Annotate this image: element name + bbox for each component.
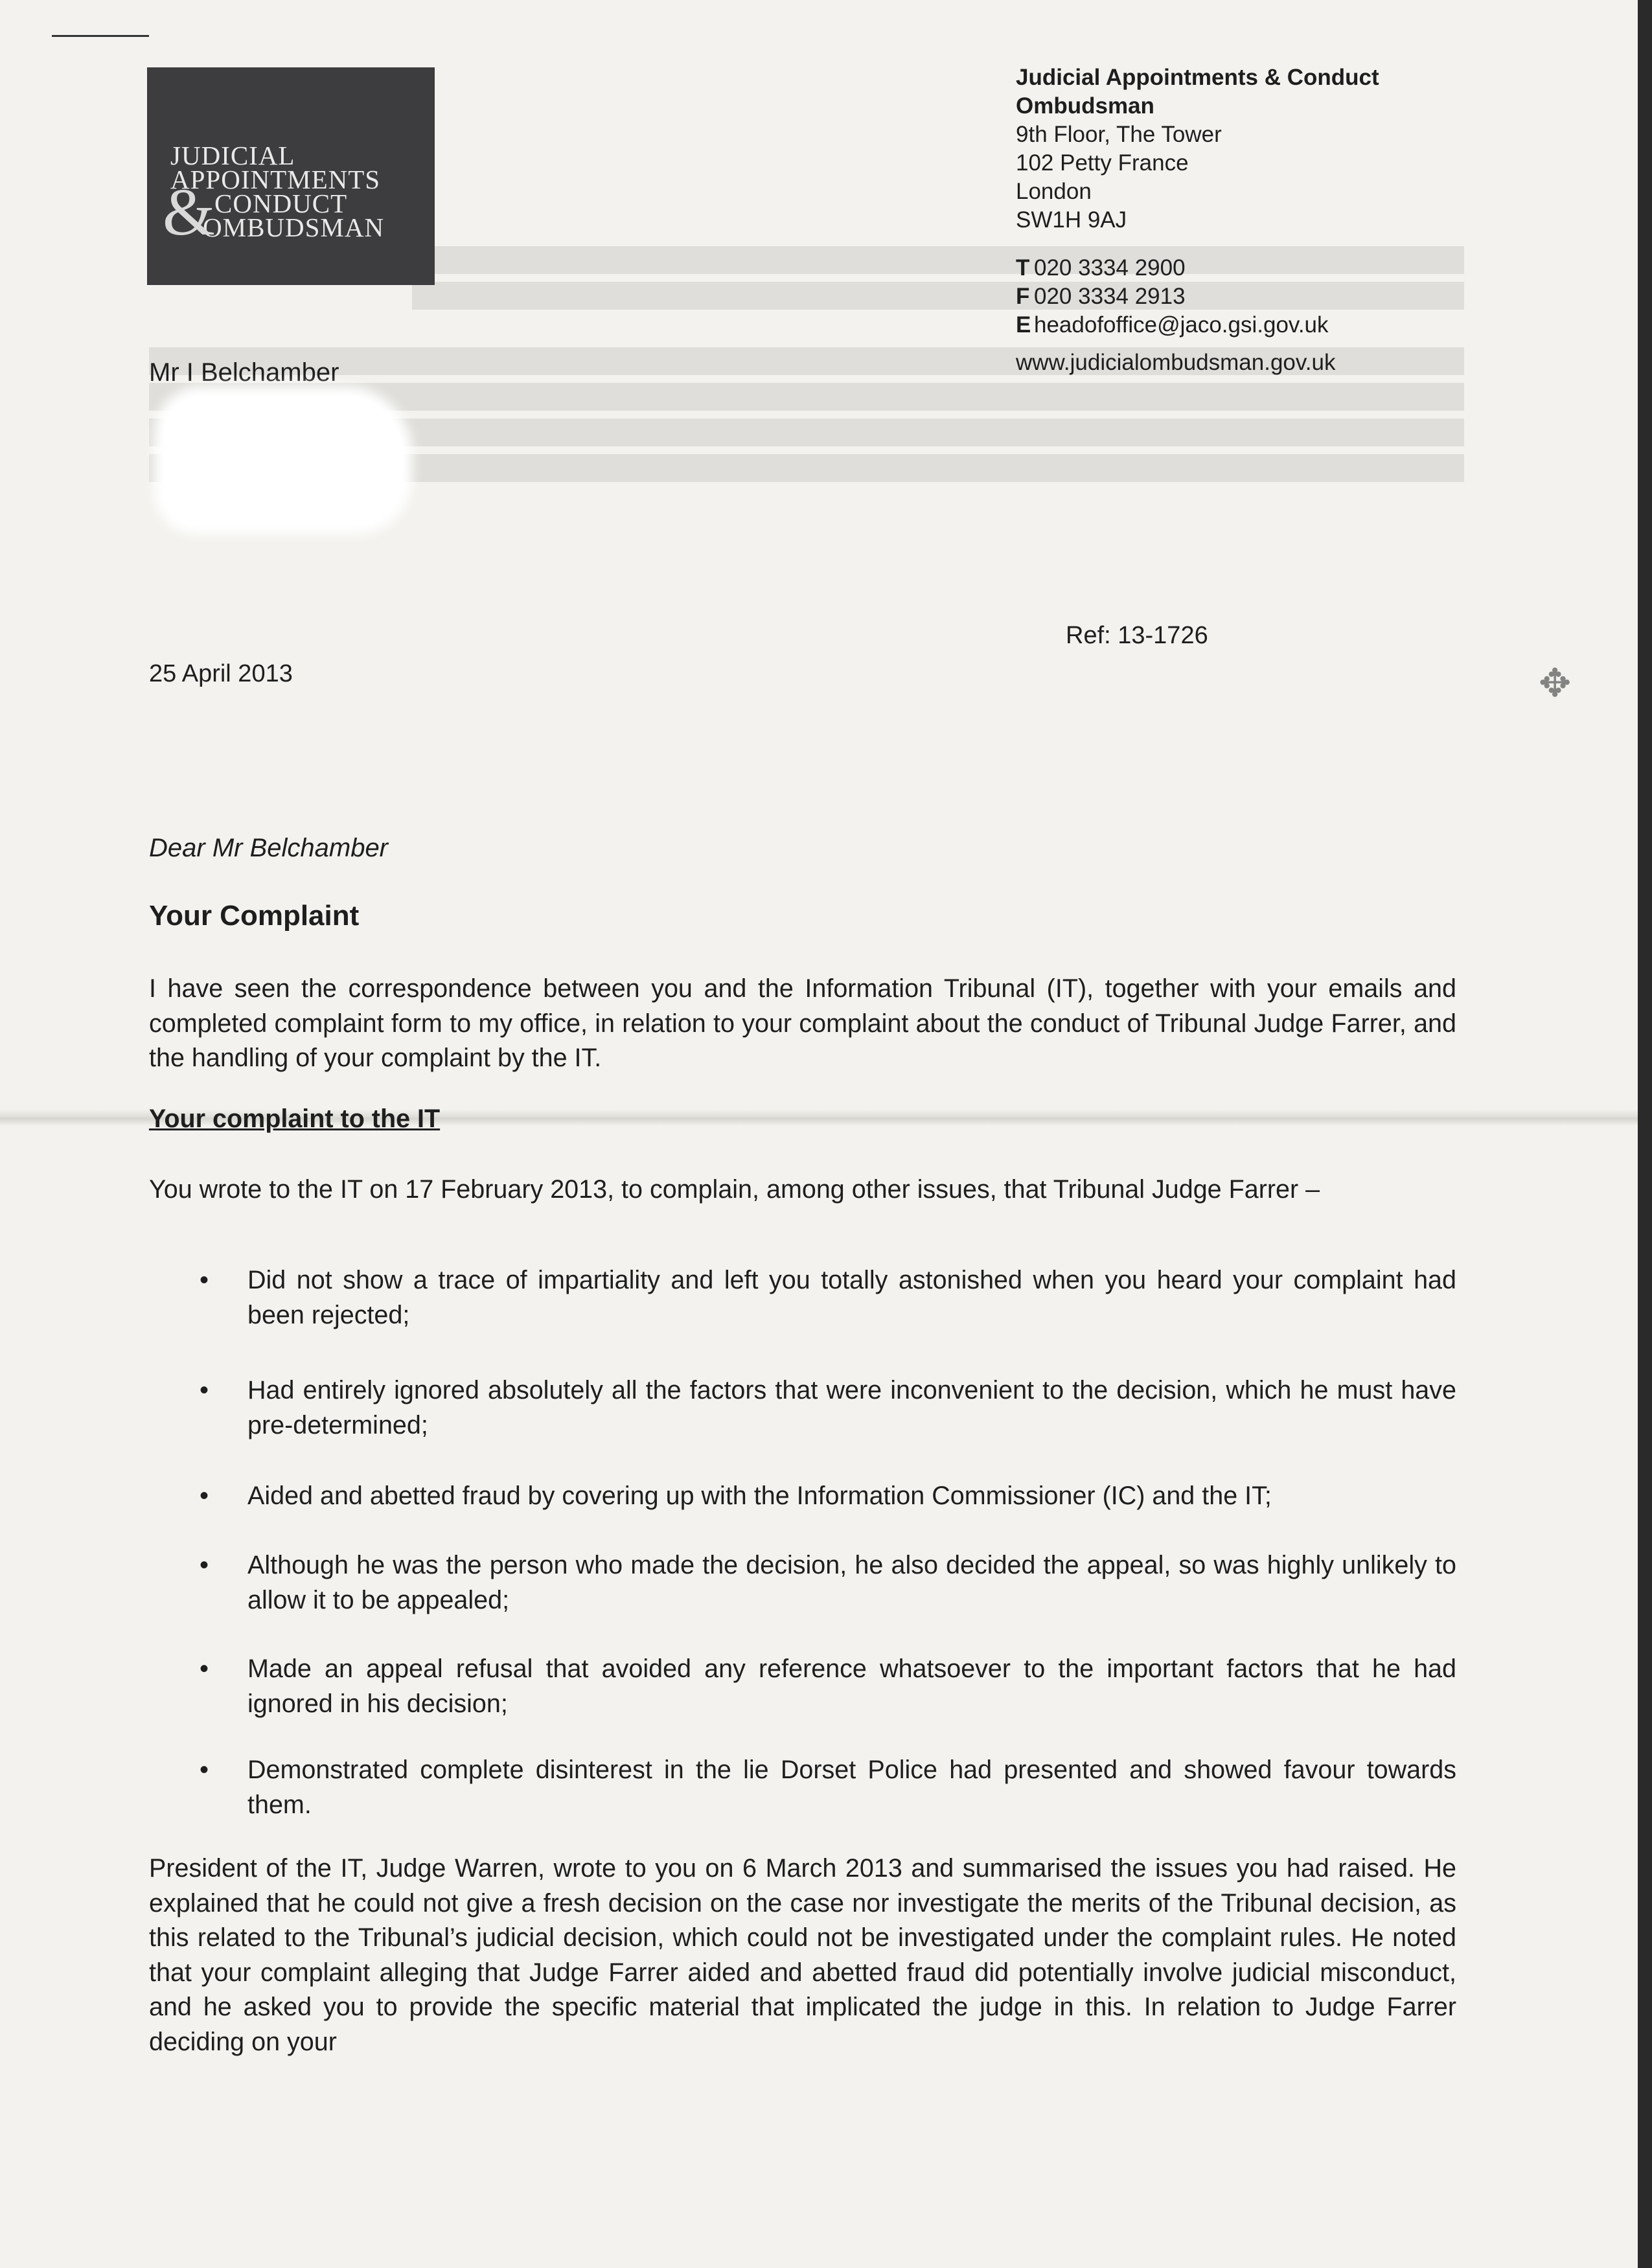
org-name-line2: Ombudsman	[1016, 93, 1154, 119]
address-line: London	[1016, 179, 1092, 204]
recipient-name: Mr I Belchamber	[149, 358, 339, 387]
fax-number: 020 3334 2913	[1034, 284, 1186, 309]
section-title: Your Complaint	[149, 900, 360, 932]
bullet-icon: •	[200, 1756, 209, 1784]
logo-line: CONDUCT	[214, 189, 348, 218]
sender-address-block	[1016, 63, 1379, 339]
telephone-number: 020 3334 2900	[1034, 255, 1186, 281]
address-line: SW1H 9AJ	[1016, 207, 1127, 233]
list-item-text: Although he was the person who made the decision, he also decided the appeal, so was highly unlikely to allow it to be appealed;	[247, 1551, 1456, 1614]
ombudsman-logo	[147, 67, 435, 285]
bullet-icon: •	[200, 1376, 209, 1404]
salutation: Dear Mr Belchamber	[149, 834, 389, 862]
corner-mark	[52, 35, 149, 37]
fax-row	[1016, 282, 1379, 311]
list-item-text: Had entirely ignored absolutely all the factors that were inconvenient to the decision, which he must have pre-determined;	[247, 1376, 1456, 1439]
bullet-icon: •	[200, 1551, 209, 1579]
logo-line: OMBUDSMAN	[203, 212, 385, 242]
address-line: 102 Petty France	[1016, 150, 1189, 176]
bullet-icon: •	[200, 1266, 209, 1294]
subheading-complaint-to-it: Your complaint to the IT	[149, 1105, 441, 1133]
email-row	[1016, 311, 1379, 339]
closing-paragraph: President of the IT, Judge Warren, wrote to you on 6 March 2013 and summarised the issues you had raised. He explained that he could not give a fresh decision on the case nor investigate the merits of the Tribunal decision, as this related to the Tribunal’s judicial decision, which could not be investigated under the complaint rules. He noted that your complaint alleging that Judge Farrer aided and abetted fraud did potentially involve judicial misconduct, and he asked you to provide the specific material that implicated the judge in this. In relation to Judge Farrer deciding on your	[149, 1854, 1456, 2056]
list-item-text: Made an appeal refusal that avoided any reference whatsoever to the important factors that he had ignored in his decision;	[247, 1655, 1456, 1718]
email-key: E	[1016, 312, 1031, 338]
complaint-intro: You wrote to the IT on 17 February 2013, to complain, among other issues, that Tribunal Judge Farrer –	[149, 1175, 1320, 1204]
bullet-icon: •	[200, 1655, 209, 1683]
logo-line: JUDICIAL	[170, 141, 295, 170]
telephone-key: T	[1016, 255, 1030, 281]
list-item-text: Did not show a trace of impartiality and left you totally astonished when you heard your complaint had been rejected;	[247, 1266, 1456, 1329]
org-name-line1: Judicial Appointments & Conduct	[1016, 65, 1379, 90]
address-line: 9th Floor, The Tower	[1016, 122, 1222, 147]
redacted-address	[163, 395, 403, 525]
list-item-text: Aided and abetted fraud by covering up with the Information Commissioner (IC) and the IT;	[247, 1482, 1272, 1510]
page-edge-shadow	[1638, 0, 1652, 2268]
email-address: headofoffice@jaco.gsi.gov.uk	[1034, 312, 1329, 338]
stamp-mark-icon: ✥	[1539, 661, 1572, 705]
bullet-icon: •	[200, 1482, 209, 1510]
spacer	[1016, 235, 1379, 254]
list-item-text: Demonstrated complete disinterest in the lie Dorset Police had presented and showed favour towards them.	[247, 1756, 1456, 1819]
intro-paragraph: I have seen the correspondence between you and the Information Tribunal (IT), together with your emails and completed complaint form to my office, in relation to your complaint about the conduct of Tribunal Judge Farrer, and the handling of your complaint by the IT.	[149, 974, 1456, 1072]
website: www.judicialombudsman.gov.uk	[1016, 350, 1336, 375]
fax-key: F	[1016, 284, 1030, 309]
logo-ampersand: &	[163, 175, 215, 249]
reference-number: Ref: 13-1726	[1066, 622, 1208, 649]
letter-date: 25 April 2013	[149, 660, 293, 687]
logo-line: APPOINTMENTS	[170, 165, 381, 194]
telephone-row	[1016, 254, 1379, 282]
